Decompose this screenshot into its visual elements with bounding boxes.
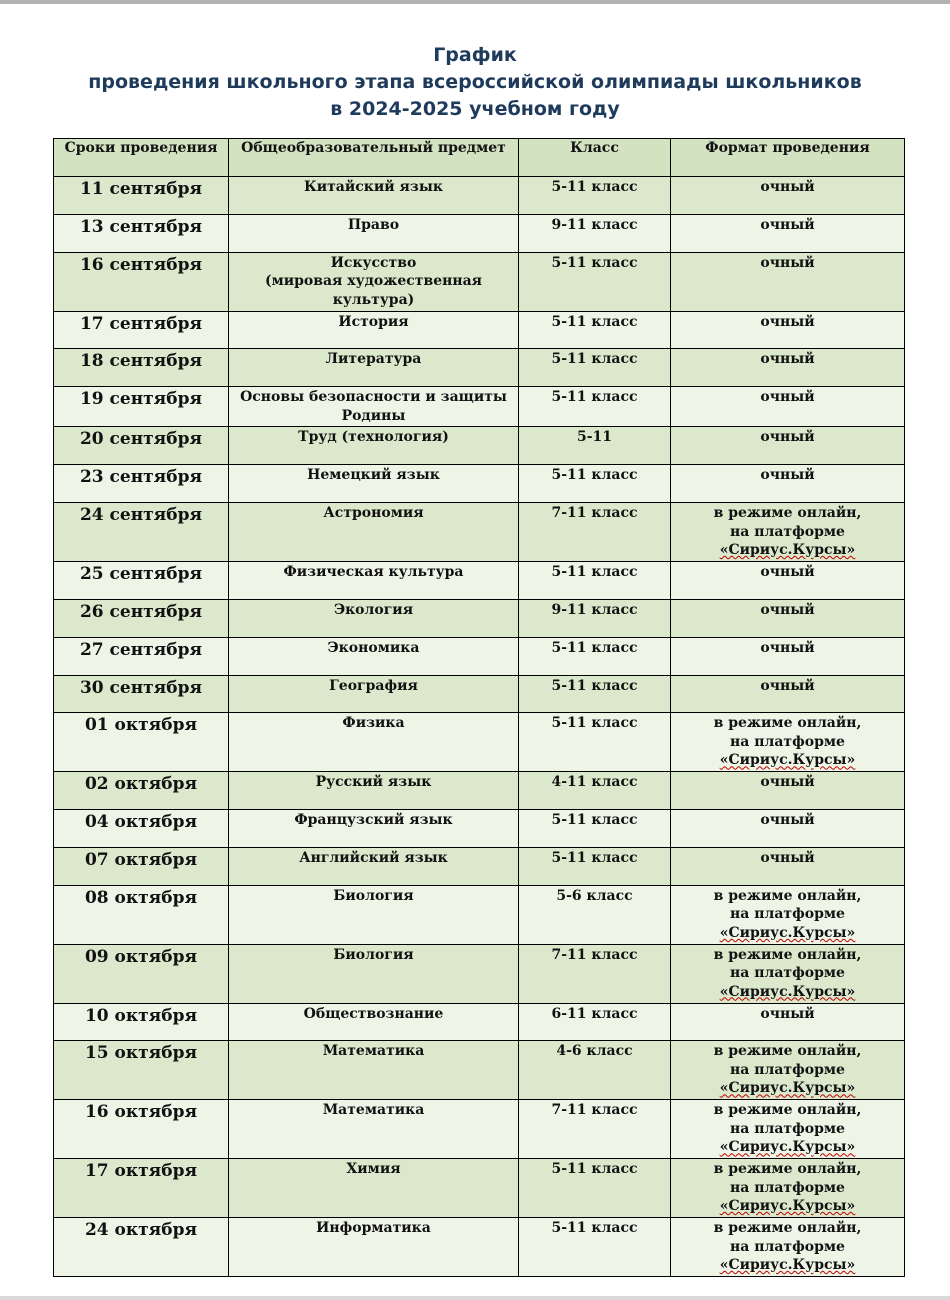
cell-date: 17 октября <box>54 1159 229 1218</box>
cell-grade: 5-11 класс <box>519 561 671 599</box>
format-online-line: на платформе <box>730 1120 845 1137</box>
title-line-2: проведения школьного этапа всероссийской олимпиады школьников <box>88 71 862 93</box>
table-row <box>54 1218 905 1277</box>
format-online-line: «Сириус.Курсы» <box>719 983 856 1000</box>
window-top-border <box>0 0 950 4</box>
cell-grade: 7-11 класс <box>519 944 671 1003</box>
cell-date: 01 октября <box>54 713 229 772</box>
table-row <box>54 311 905 349</box>
cell-format: очный <box>671 465 905 503</box>
cell-format <box>671 1218 905 1277</box>
format-online-line: в режиме онлайн, <box>713 1102 862 1119</box>
cell-date: 23 сентября <box>54 465 229 503</box>
table-row <box>54 637 905 675</box>
cell-date: 07 октября <box>54 848 229 886</box>
cell-format: очный <box>671 214 905 252</box>
table-row <box>54 1041 905 1100</box>
cell-date: 26 сентября <box>54 599 229 637</box>
cell-date: 04 октября <box>54 810 229 848</box>
cell-grade: 5-11 <box>519 427 671 465</box>
table-row <box>54 561 905 599</box>
cell-subject: Информатика <box>229 1218 519 1277</box>
cell-subject: Искусство (мировая художественная культура) <box>229 252 519 311</box>
format-online-line: «Сириус.Курсы» <box>719 1198 856 1215</box>
cell-grade: 5-11 класс <box>519 349 671 387</box>
cell-date: 30 сентября <box>54 675 229 713</box>
format-online-line: «Сириус.Курсы» <box>719 542 856 559</box>
cell-format: очный <box>671 675 905 713</box>
cell-grade: 5-11 класс <box>519 387 671 427</box>
format-online-line: в режиме онлайн, <box>713 1161 862 1178</box>
cell-date: 02 октября <box>54 772 229 810</box>
table-row <box>54 503 905 562</box>
document-title <box>0 42 950 123</box>
table-row <box>54 848 905 886</box>
format-online-line: «Сириус.Курсы» <box>719 924 856 941</box>
cell-date: 18 сентября <box>54 349 229 387</box>
cell-grade: 4-11 класс <box>519 772 671 810</box>
format-online-line: «Сириус.Курсы» <box>719 1257 856 1274</box>
cell-format <box>671 885 905 944</box>
table-row <box>54 214 905 252</box>
cell-format: очный <box>671 599 905 637</box>
cell-format: очный <box>671 772 905 810</box>
schedule-body <box>54 177 905 1277</box>
format-online-line: в режиме онлайн, <box>713 715 862 732</box>
cell-format: очный <box>671 177 905 215</box>
cell-grade: 6-11 класс <box>519 1003 671 1041</box>
cell-subject: География <box>229 675 519 713</box>
cell-subject: Русский язык <box>229 772 519 810</box>
table-row <box>54 885 905 944</box>
cell-format: очный <box>671 252 905 311</box>
cell-date: 20 сентября <box>54 427 229 465</box>
cell-format: очный <box>671 1003 905 1041</box>
format-online-line: в режиме онлайн, <box>713 1043 862 1060</box>
cell-date: 24 октября <box>54 1218 229 1277</box>
cell-date: 11 сентября <box>54 177 229 215</box>
table-header-row <box>54 139 905 177</box>
cell-subject: Физическая культура <box>229 561 519 599</box>
cell-format <box>671 503 905 562</box>
format-online-line: в режиме онлайн, <box>713 946 862 963</box>
table-row <box>54 387 905 427</box>
cell-subject: Биология <box>229 885 519 944</box>
cell-date: 24 сентября <box>54 503 229 562</box>
cell-format <box>671 1159 905 1218</box>
cell-grade: 5-11 класс <box>519 177 671 215</box>
cell-grade: 5-11 класс <box>519 1218 671 1277</box>
cell-date: 19 сентября <box>54 387 229 427</box>
format-online-line: «Сириус.Курсы» <box>719 752 856 769</box>
cell-format: очный <box>671 349 905 387</box>
cell-format <box>671 944 905 1003</box>
table-row <box>54 1100 905 1159</box>
cell-subject: Обществознание <box>229 1003 519 1041</box>
cell-subject: Немецкий язык <box>229 465 519 503</box>
cell-date: 16 сентября <box>54 252 229 311</box>
title-line-1: График <box>433 44 517 66</box>
cell-format: очный <box>671 810 905 848</box>
window-bottom-border <box>0 1296 950 1300</box>
cell-format: очный <box>671 387 905 427</box>
cell-grade: 5-11 класс <box>519 311 671 349</box>
cell-format: очный <box>671 561 905 599</box>
cell-date: 25 сентября <box>54 561 229 599</box>
format-online-line: «Сириус.Курсы» <box>719 1080 856 1097</box>
cell-grade: 5-11 класс <box>519 637 671 675</box>
cell-subject: Физика <box>229 713 519 772</box>
cell-grade: 4-6 класс <box>519 1041 671 1100</box>
format-online-line: в режиме онлайн, <box>713 1220 862 1237</box>
cell-subject: Экономика <box>229 637 519 675</box>
cell-grade: 5-11 класс <box>519 848 671 886</box>
table-row <box>54 427 905 465</box>
cell-subject: Китайский язык <box>229 177 519 215</box>
cell-grade: 5-11 класс <box>519 252 671 311</box>
cell-format: очный <box>671 311 905 349</box>
cell-grade: 7-11 класс <box>519 503 671 562</box>
cell-subject: Математика <box>229 1100 519 1159</box>
cell-subject: Английский язык <box>229 848 519 886</box>
table-row <box>54 1003 905 1041</box>
format-online-line: на платформе <box>730 1179 845 1196</box>
cell-format: очный <box>671 848 905 886</box>
cell-date: 15 октября <box>54 1041 229 1100</box>
cell-format: очный <box>671 427 905 465</box>
cell-date: 08 октября <box>54 885 229 944</box>
cell-subject: Труд (технология) <box>229 427 519 465</box>
table-row <box>54 465 905 503</box>
format-online-line: на платформе <box>730 965 845 982</box>
table-row <box>54 713 905 772</box>
cell-format <box>671 1100 905 1159</box>
format-online-line: в режиме онлайн, <box>713 887 862 904</box>
cell-grade: 5-11 класс <box>519 713 671 772</box>
cell-grade: 9-11 класс <box>519 599 671 637</box>
header-grade: Класс <box>519 139 671 177</box>
header-date: Сроки проведения <box>54 139 229 177</box>
cell-grade: 5-11 класс <box>519 1159 671 1218</box>
format-online-line: на платформе <box>730 1061 845 1078</box>
cell-subject: История <box>229 311 519 349</box>
cell-grade: 5-11 класс <box>519 675 671 713</box>
table-row <box>54 599 905 637</box>
cell-date: 10 октября <box>54 1003 229 1041</box>
cell-date: 27 сентября <box>54 637 229 675</box>
format-online-line: «Сириус.Курсы» <box>719 1139 856 1156</box>
cell-subject: Основы безопасности и защиты Родины <box>229 387 519 427</box>
cell-subject: Математика <box>229 1041 519 1100</box>
table-row <box>54 810 905 848</box>
table-row <box>54 1159 905 1218</box>
table-row <box>54 675 905 713</box>
cell-grade: 7-11 класс <box>519 1100 671 1159</box>
format-online-line: в режиме онлайн, <box>713 505 862 522</box>
header-format: Формат проведения <box>671 139 905 177</box>
table-row <box>54 349 905 387</box>
cell-subject: Астрономия <box>229 503 519 562</box>
schedule-table <box>53 138 905 1277</box>
cell-subject: Химия <box>229 1159 519 1218</box>
cell-subject: Литература <box>229 349 519 387</box>
table-row <box>54 252 905 311</box>
cell-format <box>671 1041 905 1100</box>
table-row <box>54 177 905 215</box>
cell-grade: 9-11 класс <box>519 214 671 252</box>
cell-subject: Биология <box>229 944 519 1003</box>
cell-subject: Французский язык <box>229 810 519 848</box>
table-row <box>54 772 905 810</box>
cell-date: 16 октября <box>54 1100 229 1159</box>
cell-format <box>671 713 905 772</box>
cell-date: 13 сентября <box>54 214 229 252</box>
cell-grade: 5-11 класс <box>519 810 671 848</box>
format-online-line: на платформе <box>730 906 845 923</box>
table-row <box>54 944 905 1003</box>
format-online-line: на платформе <box>730 1238 845 1255</box>
header-subject: Общеобразовательный предмет <box>229 139 519 177</box>
format-online-line: на платформе <box>730 523 845 540</box>
title-line-3: в 2024-2025 учебном году <box>330 98 620 120</box>
cell-subject: Экология <box>229 599 519 637</box>
cell-grade: 5-6 класс <box>519 885 671 944</box>
cell-date: 09 октября <box>54 944 229 1003</box>
cell-format: очный <box>671 637 905 675</box>
format-online-line: на платформе <box>730 733 845 750</box>
cell-grade: 5-11 класс <box>519 465 671 503</box>
cell-subject: Право <box>229 214 519 252</box>
cell-date: 17 сентября <box>54 311 229 349</box>
